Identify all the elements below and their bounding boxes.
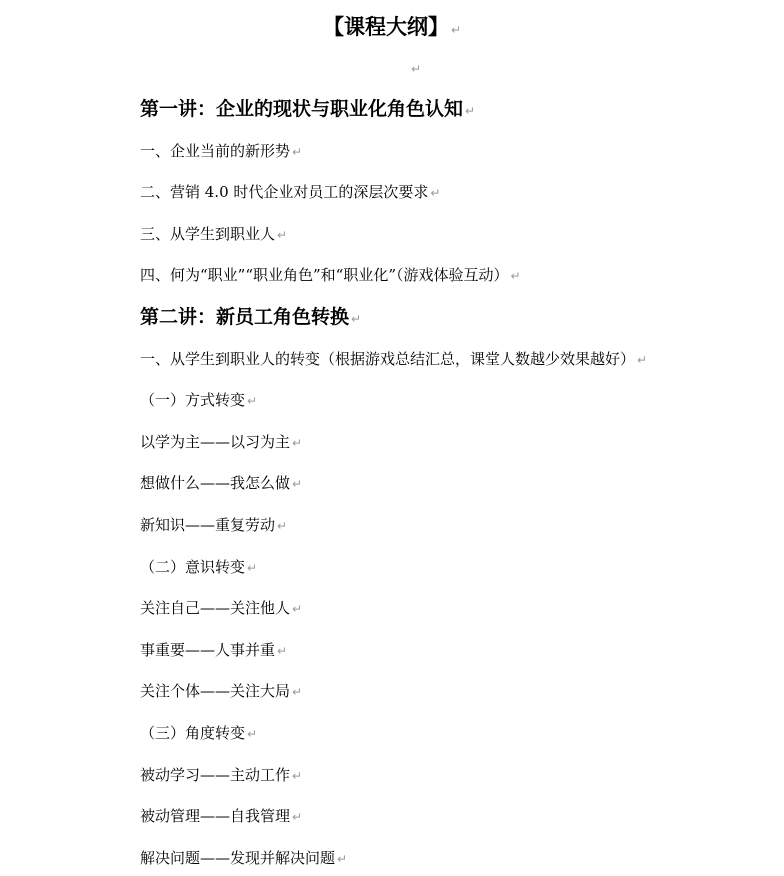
- outline-item-text: 被动管理——自我管理: [140, 807, 291, 825]
- paragraph-mark-icon: ↵: [510, 269, 521, 283]
- outline-item-text: （三）角度转变: [140, 724, 246, 742]
- outline-item-text: （一）方式转变: [140, 391, 246, 409]
- paragraph-mark-icon: ↵: [292, 145, 303, 159]
- outline-item: [140, 432, 302, 453]
- paragraph-mark-icon: ↵: [410, 62, 422, 76]
- outline-item: [140, 723, 257, 744]
- paragraph-mark-icon: ↵: [292, 477, 303, 491]
- outline-item: [140, 224, 287, 245]
- outline-item: [140, 473, 302, 494]
- paragraph-mark-icon: ↵: [450, 23, 462, 37]
- outline-item-text: 想做什么——我怎么做: [140, 474, 291, 492]
- title-text: 【课程大纲】: [322, 14, 449, 39]
- document-title: [0, 14, 784, 43]
- outline-item-text: 三、从学生到职业人: [140, 225, 276, 243]
- paragraph-mark-icon: ↵: [247, 727, 258, 741]
- paragraph-mark-icon: ↵: [247, 561, 258, 575]
- outline-item: [140, 390, 257, 411]
- outline-item-text: 以学为主——以习为主: [140, 433, 291, 451]
- outline-item: [140, 182, 440, 203]
- outline-item: [140, 265, 521, 286]
- paragraph-mark-icon: ↵: [637, 353, 648, 367]
- heading-text: 第一讲：企业的现状与职业化角色认知: [140, 98, 464, 120]
- paragraph-mark-icon: ↵: [292, 810, 303, 824]
- outline-item-text: 二、营销 4.0 时代企业对员工的深层次要求: [140, 183, 429, 201]
- outline-item-text: 一、企业当前的新形势: [140, 142, 291, 160]
- outline-item-text: 新知识——重复劳动: [140, 516, 276, 534]
- paragraph-mark-icon: ↵: [292, 685, 303, 699]
- outline-item-text: 关注个体——关注大局: [140, 682, 291, 700]
- outline-item-text: 四、何为“职业”“职业角色”和“职业化”（游戏体验互动）: [140, 266, 509, 284]
- outline-item-text: 一、从学生到职业人的转变（根据游戏总结汇总，课堂人数越少效果越好）: [140, 350, 636, 368]
- paragraph-mark-icon: ↵: [465, 104, 476, 118]
- paragraph-mark-icon: ↵: [292, 769, 303, 783]
- outline-item: [140, 848, 347, 869]
- outline-item-text: 被动学习——主动工作: [140, 766, 291, 784]
- empty-paragraph: [0, 58, 784, 79]
- paragraph-mark-icon: ↵: [277, 519, 288, 533]
- paragraph-mark-icon: ↵: [292, 602, 303, 616]
- section-heading-1: [140, 97, 475, 123]
- paragraph-mark-icon: ↵: [292, 436, 303, 450]
- outline-item-text: 关注自己——关注他人: [140, 599, 291, 617]
- outline-item: [140, 141, 302, 162]
- section-heading-2: [140, 305, 361, 331]
- outline-item: [140, 640, 287, 661]
- outline-item-text: （二）意识转变: [140, 558, 246, 576]
- outline-item: [140, 515, 287, 536]
- paragraph-mark-icon: ↵: [277, 228, 288, 242]
- outline-item: [140, 681, 302, 702]
- outline-item-text: 事重要——人事并重: [140, 641, 276, 659]
- outline-item: [140, 557, 257, 578]
- paragraph-mark-icon: ↵: [247, 394, 258, 408]
- heading-text: 第二讲：新员工角色转换: [140, 306, 350, 328]
- outline-item: [140, 765, 302, 786]
- paragraph-mark-icon: ↵: [337, 852, 348, 866]
- paragraph-mark-icon: ↵: [351, 312, 362, 326]
- outline-item: [140, 806, 302, 827]
- paragraph-mark-icon: ↵: [277, 644, 288, 658]
- paragraph-mark-icon: ↵: [430, 186, 441, 200]
- outline-item: [140, 349, 647, 370]
- outline-item: [140, 598, 302, 619]
- outline-item-text: 解决问题——发现并解决问题: [140, 849, 336, 867]
